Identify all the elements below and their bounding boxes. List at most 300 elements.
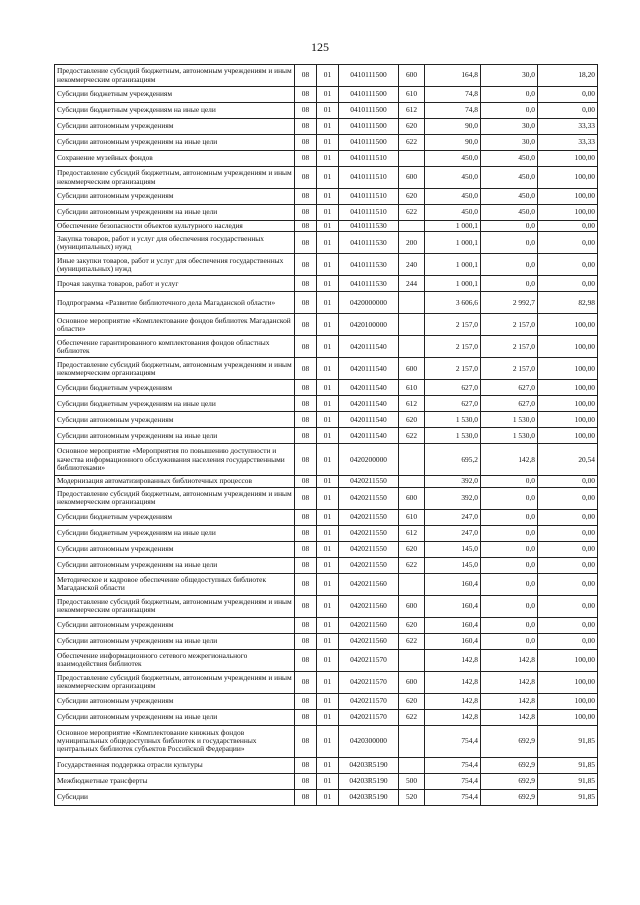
table-row <box>55 541 598 557</box>
executed-amount: 2 992,7 <box>481 292 538 314</box>
planned-amount: 160,4 <box>425 633 481 649</box>
target-article-code: 04203R5190 <box>339 789 399 805</box>
subsection-code: 01 <box>317 103 339 119</box>
section-code: 08 <box>295 396 317 412</box>
planned-amount: 74,8 <box>425 103 481 119</box>
section-code: 08 <box>295 525 317 541</box>
table-row <box>55 525 598 541</box>
row-name: Субсидии автономным учреждениям на иные цели <box>55 709 295 725</box>
budget-table <box>54 64 598 806</box>
expense-type-code <box>399 476 425 487</box>
planned-amount: 1 530,0 <box>425 412 481 428</box>
table-row <box>55 358 598 380</box>
executed-amount: 30,0 <box>481 119 538 135</box>
expense-type-code: 600 <box>399 358 425 380</box>
target-article-code: 0420211570 <box>339 671 399 693</box>
target-article-code: 0420211570 <box>339 709 399 725</box>
target-article-code: 0410111510 <box>339 151 399 167</box>
executed-amount: 627,0 <box>481 380 538 396</box>
section-code: 08 <box>295 103 317 119</box>
expense-type-code: 244 <box>399 276 425 292</box>
execution-percent: 100,00 <box>538 314 598 336</box>
section-code: 08 <box>295 633 317 649</box>
expense-type-code: 600 <box>399 595 425 617</box>
table-row <box>55 649 598 671</box>
executed-amount: 450,0 <box>481 189 538 205</box>
table-row <box>55 557 598 573</box>
target-article-code: 0420211550 <box>339 541 399 557</box>
table-row <box>55 205 598 221</box>
execution-percent: 91,85 <box>538 725 598 757</box>
execution-percent: 0,00 <box>538 276 598 292</box>
execution-percent: 100,00 <box>538 189 598 205</box>
row-name: Закупка товаров, работ и услуг для обеспечения государственных (муниципальных) нужд <box>55 232 295 254</box>
row-name: Подпрограмма «Развитие библиотечного дела Магаданской области» <box>55 292 295 314</box>
expense-type-code: 620 <box>399 412 425 428</box>
table-row <box>55 189 598 205</box>
planned-amount: 450,0 <box>425 189 481 205</box>
section-code: 08 <box>295 232 317 254</box>
executed-amount: 0,0 <box>481 509 538 525</box>
section-code: 08 <box>295 509 317 525</box>
planned-amount: 1 000,1 <box>425 221 481 232</box>
expense-type-code: 622 <box>399 633 425 649</box>
section-code: 08 <box>295 725 317 757</box>
section-code: 08 <box>295 205 317 221</box>
subsection-code: 01 <box>317 167 339 189</box>
subsection-code: 01 <box>317 789 339 805</box>
expense-type-code: 622 <box>399 557 425 573</box>
executed-amount: 692,9 <box>481 725 538 757</box>
executed-amount: 0,0 <box>481 276 538 292</box>
section-code: 08 <box>295 573 317 595</box>
row-name: Субсидии автономным учреждениям на иные цели <box>55 633 295 649</box>
target-article-code: 0420211550 <box>339 509 399 525</box>
table-row <box>55 595 598 617</box>
row-name: Субсидии автономным учреждениям <box>55 189 295 205</box>
section-code: 08 <box>295 671 317 693</box>
table-row <box>55 412 598 428</box>
target-article-code: 0410111500 <box>339 103 399 119</box>
row-name: Субсидии бюджетным учреждениям на иные цели <box>55 103 295 119</box>
expense-type-code: 622 <box>399 428 425 444</box>
table-row <box>55 276 598 292</box>
executed-amount: 0,0 <box>481 617 538 633</box>
target-article-code: 0420211550 <box>339 557 399 573</box>
planned-amount: 2 157,0 <box>425 314 481 336</box>
row-name: Модернизация автоматизированных библиотечных процессов <box>55 476 295 487</box>
execution-percent: 100,00 <box>538 380 598 396</box>
execution-percent: 91,85 <box>538 757 598 773</box>
budget-table-body <box>55 65 598 806</box>
subsection-code: 01 <box>317 336 339 358</box>
expense-type-code: 240 <box>399 254 425 276</box>
planned-amount: 627,0 <box>425 396 481 412</box>
row-name: Субсидии автономным учреждениям <box>55 693 295 709</box>
planned-amount: 754,4 <box>425 773 481 789</box>
row-name: Основное мероприятие «Мероприятия по повышению доступности и качества информационного обслуживания населения государственными библиотеками» <box>55 444 295 476</box>
planned-amount: 1 000,1 <box>425 276 481 292</box>
executed-amount: 142,8 <box>481 649 538 671</box>
table-row <box>55 336 598 358</box>
subsection-code: 01 <box>317 221 339 232</box>
target-article-code: 0420111540 <box>339 428 399 444</box>
section-code: 08 <box>295 87 317 103</box>
target-article-code: 0420111540 <box>339 358 399 380</box>
table-row <box>55 725 598 757</box>
executed-amount: 450,0 <box>481 167 538 189</box>
executed-amount: 0,0 <box>481 573 538 595</box>
expense-type-code: 620 <box>399 617 425 633</box>
target-article-code: 0420211550 <box>339 525 399 541</box>
executed-amount: 2 157,0 <box>481 358 538 380</box>
target-article-code: 0410111530 <box>339 276 399 292</box>
section-code: 08 <box>295 444 317 476</box>
target-article-code: 0410111510 <box>339 167 399 189</box>
table-row <box>55 573 598 595</box>
planned-amount: 142,8 <box>425 693 481 709</box>
execution-percent: 91,85 <box>538 773 598 789</box>
target-article-code: 0410111500 <box>339 135 399 151</box>
executed-amount: 142,8 <box>481 444 538 476</box>
section-code: 08 <box>295 276 317 292</box>
section-code: 08 <box>295 412 317 428</box>
table-row <box>55 314 598 336</box>
subsection-code: 01 <box>317 119 339 135</box>
row-name: Субсидии бюджетным учреждениям на иные цели <box>55 396 295 412</box>
executed-amount: 0,0 <box>481 476 538 487</box>
target-article-code: 04203R5190 <box>339 773 399 789</box>
subsection-code: 01 <box>317 633 339 649</box>
executed-amount: 2 157,0 <box>481 336 538 358</box>
subsection-code: 01 <box>317 525 339 541</box>
target-article-code: 0410111510 <box>339 205 399 221</box>
subsection-code: 01 <box>317 254 339 276</box>
executed-amount: 0,0 <box>481 487 538 509</box>
planned-amount: 142,8 <box>425 671 481 693</box>
target-article-code: 0420211560 <box>339 595 399 617</box>
section-code: 08 <box>295 709 317 725</box>
execution-percent: 0,00 <box>538 487 598 509</box>
planned-amount: 247,0 <box>425 525 481 541</box>
target-article-code: 0410111530 <box>339 232 399 254</box>
section-code: 08 <box>295 789 317 805</box>
executed-amount: 30,0 <box>481 65 538 87</box>
page-number: 125 <box>311 40 329 54</box>
execution-percent: 0,00 <box>538 525 598 541</box>
executed-amount: 0,0 <box>481 87 538 103</box>
execution-percent: 33,33 <box>538 119 598 135</box>
target-article-code: 0410111510 <box>339 189 399 205</box>
table-row <box>55 757 598 773</box>
subsection-code: 01 <box>317 617 339 633</box>
planned-amount: 90,0 <box>425 135 481 151</box>
section-code: 08 <box>295 757 317 773</box>
subsection-code: 01 <box>317 773 339 789</box>
section-code: 08 <box>295 649 317 671</box>
section-code: 08 <box>295 773 317 789</box>
target-article-code: 0410111530 <box>339 254 399 276</box>
subsection-code: 01 <box>317 396 339 412</box>
table-row <box>55 380 598 396</box>
table-row <box>55 103 598 119</box>
expense-type-code: 612 <box>399 396 425 412</box>
subsection-code: 01 <box>317 595 339 617</box>
subsection-code: 01 <box>317 135 339 151</box>
executed-amount: 0,0 <box>481 633 538 649</box>
executed-amount: 0,0 <box>481 557 538 573</box>
execution-percent: 100,00 <box>538 709 598 725</box>
subsection-code: 01 <box>317 649 339 671</box>
planned-amount: 450,0 <box>425 167 481 189</box>
table-row <box>55 617 598 633</box>
table-row <box>55 87 598 103</box>
subsection-code: 01 <box>317 87 339 103</box>
table-row <box>55 221 598 232</box>
execution-percent: 20,54 <box>538 444 598 476</box>
planned-amount: 164,8 <box>425 65 481 87</box>
section-code: 08 <box>295 380 317 396</box>
expense-type-code: 610 <box>399 509 425 525</box>
execution-percent: 0,00 <box>538 103 598 119</box>
section-code: 08 <box>295 292 317 314</box>
section-code: 08 <box>295 221 317 232</box>
table-row <box>55 232 598 254</box>
execution-percent: 0,00 <box>538 254 598 276</box>
row-name: Предоставление субсидий бюджетным, автономным учреждениям и иным некоммерческим организациям <box>55 167 295 189</box>
planned-amount: 3 606,6 <box>425 292 481 314</box>
expense-type-code: 200 <box>399 232 425 254</box>
target-article-code: 0420211560 <box>339 573 399 595</box>
expense-type-code: 600 <box>399 65 425 87</box>
row-name: Субсидии автономным учреждениям <box>55 412 295 428</box>
target-article-code: 0420000000 <box>339 292 399 314</box>
row-name: Субсидии автономным учреждениям на иные цели <box>55 428 295 444</box>
table-row <box>55 709 598 725</box>
target-article-code: 0420211570 <box>339 649 399 671</box>
target-article-code: 0420111540 <box>339 412 399 428</box>
row-name: Сохранение музейных фондов <box>55 151 295 167</box>
target-article-code: 0420211550 <box>339 487 399 509</box>
executed-amount: 450,0 <box>481 205 538 221</box>
subsection-code: 01 <box>317 693 339 709</box>
execution-percent: 0,00 <box>538 617 598 633</box>
expense-type-code: 600 <box>399 167 425 189</box>
executed-amount: 0,0 <box>481 541 538 557</box>
expense-type-code: 610 <box>399 380 425 396</box>
section-code: 08 <box>295 314 317 336</box>
subsection-code: 01 <box>317 358 339 380</box>
expense-type-code: 500 <box>399 773 425 789</box>
executed-amount: 142,8 <box>481 671 538 693</box>
subsection-code: 01 <box>317 314 339 336</box>
section-code: 08 <box>295 336 317 358</box>
planned-amount: 90,0 <box>425 119 481 135</box>
row-name: Субсидии бюджетным учреждениям на иные цели <box>55 525 295 541</box>
expense-type-code: 622 <box>399 135 425 151</box>
subsection-code: 01 <box>317 205 339 221</box>
subsection-code: 01 <box>317 232 339 254</box>
target-article-code: 0420111540 <box>339 396 399 412</box>
row-name: Предоставление субсидий бюджетным, автономным учреждениям и иным некоммерческим организациям <box>55 671 295 693</box>
execution-percent: 0,00 <box>538 541 598 557</box>
planned-amount: 1 530,0 <box>425 428 481 444</box>
planned-amount: 160,4 <box>425 617 481 633</box>
row-name: Предоставление субсидий бюджетным, автономным учреждениям и иным некоммерческим организациям <box>55 487 295 509</box>
table-row <box>55 487 598 509</box>
expense-type-code: 620 <box>399 119 425 135</box>
planned-amount: 2 157,0 <box>425 358 481 380</box>
section-code: 08 <box>295 693 317 709</box>
section-code: 08 <box>295 65 317 87</box>
target-article-code: 0420300000 <box>339 725 399 757</box>
section-code: 08 <box>295 135 317 151</box>
executed-amount: 692,9 <box>481 773 538 789</box>
expense-type-code: 600 <box>399 671 425 693</box>
expense-type-code: 610 <box>399 87 425 103</box>
expense-type-code <box>399 573 425 595</box>
row-name: Межбюджетные трансферты <box>55 773 295 789</box>
executed-amount: 142,8 <box>481 693 538 709</box>
section-code: 08 <box>295 358 317 380</box>
table-row <box>55 167 598 189</box>
planned-amount: 145,0 <box>425 541 481 557</box>
row-name: Основное мероприятие «Комплектование книжных фондов муниципальных общедоступных библиотек и государственных центральных библиотек субъектов Российской Федерации» <box>55 725 295 757</box>
row-name: Субсидии автономным учреждениям на иные цели <box>55 205 295 221</box>
executed-amount: 692,9 <box>481 789 538 805</box>
row-name: Иные закупки товаров, работ и услуг для обеспечения государственных (муниципальных) нужд <box>55 254 295 276</box>
target-article-code: 0420211560 <box>339 633 399 649</box>
row-name: Предоставление субсидий бюджетным, автономным учреждениям и иным некоммерческим организациям <box>55 595 295 617</box>
executed-amount: 0,0 <box>481 254 538 276</box>
subsection-code: 01 <box>317 412 339 428</box>
execution-percent: 91,85 <box>538 789 598 805</box>
target-article-code: 0410111500 <box>339 119 399 135</box>
execution-percent: 82,98 <box>538 292 598 314</box>
execution-percent: 0,00 <box>538 87 598 103</box>
expense-type-code: 612 <box>399 103 425 119</box>
target-article-code: 0410111530 <box>339 221 399 232</box>
subsection-code: 01 <box>317 276 339 292</box>
table-row <box>55 65 598 87</box>
table-row <box>55 151 598 167</box>
execution-percent: 0,00 <box>538 633 598 649</box>
execution-percent: 100,00 <box>538 151 598 167</box>
row-name: Субсидии автономным учреждениям <box>55 617 295 633</box>
execution-percent: 100,00 <box>538 671 598 693</box>
expense-type-code: 620 <box>399 189 425 205</box>
target-article-code: 0410111500 <box>339 87 399 103</box>
expense-type-code <box>399 725 425 757</box>
planned-amount: 754,4 <box>425 725 481 757</box>
planned-amount: 142,8 <box>425 649 481 671</box>
expense-type-code <box>399 151 425 167</box>
expense-type-code: 612 <box>399 525 425 541</box>
table-row <box>55 789 598 805</box>
executed-amount: 1 530,0 <box>481 412 538 428</box>
target-article-code: 0420111540 <box>339 380 399 396</box>
expense-type-code <box>399 314 425 336</box>
row-name: Субсидии автономным учреждениям <box>55 541 295 557</box>
expense-type-code <box>399 221 425 232</box>
table-row <box>55 428 598 444</box>
section-code: 08 <box>295 617 317 633</box>
section-code: 08 <box>295 595 317 617</box>
planned-amount: 2 157,0 <box>425 336 481 358</box>
planned-amount: 392,0 <box>425 487 481 509</box>
execution-percent: 0,00 <box>538 232 598 254</box>
executed-amount: 0,0 <box>481 595 538 617</box>
target-article-code: 0410111500 <box>339 65 399 87</box>
table-row <box>55 773 598 789</box>
planned-amount: 160,4 <box>425 595 481 617</box>
planned-amount: 1 000,1 <box>425 254 481 276</box>
target-article-code: 0420200000 <box>339 444 399 476</box>
expense-type-code <box>399 649 425 671</box>
planned-amount: 450,0 <box>425 151 481 167</box>
planned-amount: 74,8 <box>425 87 481 103</box>
subsection-code: 01 <box>317 65 339 87</box>
target-article-code: 0420211550 <box>339 476 399 487</box>
subsection-code: 01 <box>317 557 339 573</box>
expense-type-code: 620 <box>399 693 425 709</box>
row-name: Субсидии бюджетным учреждениям <box>55 380 295 396</box>
planned-amount: 450,0 <box>425 205 481 221</box>
row-name: Обеспечение гарантированного комплектования фондов областных библиотек <box>55 336 295 358</box>
row-name: Предоставление субсидий бюджетным, автономным учреждениям и иным некоммерческим организациям <box>55 65 295 87</box>
execution-percent: 18,20 <box>538 65 598 87</box>
table-row <box>55 396 598 412</box>
section-code: 08 <box>295 476 317 487</box>
execution-percent: 100,00 <box>538 412 598 428</box>
planned-amount: 247,0 <box>425 509 481 525</box>
section-code: 08 <box>295 254 317 276</box>
table-row <box>55 476 598 487</box>
expense-type-code: 620 <box>399 541 425 557</box>
executed-amount: 142,8 <box>481 709 538 725</box>
row-name: Предоставление субсидий бюджетным, автономным учреждениям и иным некоммерческим организациям <box>55 358 295 380</box>
section-code: 08 <box>295 151 317 167</box>
row-name: Субсидии автономным учреждениям <box>55 119 295 135</box>
execution-percent: 100,00 <box>538 336 598 358</box>
subsection-code: 01 <box>317 541 339 557</box>
section-code: 08 <box>295 189 317 205</box>
subsection-code: 01 <box>317 509 339 525</box>
subsection-code: 01 <box>317 757 339 773</box>
executed-amount: 0,0 <box>481 103 538 119</box>
subsection-code: 01 <box>317 444 339 476</box>
execution-percent: 0,00 <box>538 476 598 487</box>
expense-type-code <box>399 444 425 476</box>
table-row <box>55 633 598 649</box>
table-row <box>55 444 598 476</box>
expense-type-code: 600 <box>399 487 425 509</box>
row-name: Обеспечение информационного сетевого межрегионального взаимодействия библиотек <box>55 649 295 671</box>
table-row <box>55 693 598 709</box>
planned-amount: 160,4 <box>425 573 481 595</box>
row-name: Обеспечение безопасности объектов культурного наследия <box>55 221 295 232</box>
executed-amount: 30,0 <box>481 135 538 151</box>
executed-amount: 450,0 <box>481 151 538 167</box>
subsection-code: 01 <box>317 709 339 725</box>
target-article-code: 0420111540 <box>339 336 399 358</box>
planned-amount: 754,4 <box>425 757 481 773</box>
execution-percent: 0,00 <box>538 557 598 573</box>
subsection-code: 01 <box>317 428 339 444</box>
expense-type-code <box>399 757 425 773</box>
table-row <box>55 119 598 135</box>
target-article-code: 0420211560 <box>339 617 399 633</box>
